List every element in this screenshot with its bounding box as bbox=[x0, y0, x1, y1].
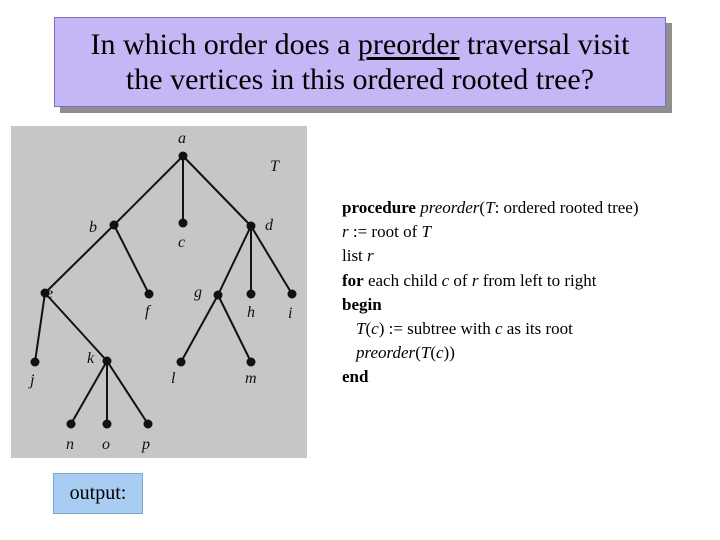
label-j: j bbox=[30, 372, 35, 389]
vertex-l bbox=[177, 358, 186, 367]
proc-line-4: for each child c of r from left to right bbox=[342, 270, 597, 290]
title-line-2: the vertices in this ordered rooted tree? bbox=[125, 63, 595, 96]
vertex-j bbox=[31, 358, 40, 367]
proc-line-1: procedure preorder(T: ordered rooted tree) bbox=[342, 198, 639, 217]
vertex-f bbox=[145, 290, 154, 299]
vertex-d bbox=[247, 222, 256, 231]
label-p: p bbox=[142, 436, 150, 453]
output-box bbox=[53, 473, 143, 514]
label-o: o bbox=[102, 436, 110, 453]
vertex-h bbox=[247, 290, 256, 299]
label-g: g bbox=[194, 284, 202, 301]
proc-line-6: T(c) := subtree with c as its root bbox=[356, 319, 573, 339]
title-box bbox=[54, 17, 666, 107]
edge-b-f bbox=[114, 225, 149, 294]
vertex-a bbox=[179, 152, 188, 161]
tree-diagram bbox=[11, 126, 307, 458]
vertex-g bbox=[214, 291, 223, 300]
vertex-m bbox=[247, 358, 256, 367]
edge-e-k bbox=[45, 293, 107, 361]
label-l: l bbox=[171, 370, 176, 387]
tree-svg bbox=[11, 126, 307, 458]
label-f: f bbox=[145, 303, 150, 320]
vertex-c bbox=[179, 219, 188, 228]
vertex-k bbox=[103, 357, 112, 366]
tree-label-T: T bbox=[270, 158, 279, 175]
edge-k-p bbox=[107, 361, 148, 424]
edge-k-n bbox=[71, 361, 107, 424]
label-m: m bbox=[245, 370, 257, 387]
title-line-1: In which order does a preorder traversal visit bbox=[90, 28, 630, 61]
vertex-i bbox=[288, 290, 297, 299]
title-emphasis-preorder: preorder bbox=[357, 28, 460, 61]
edge-a-b bbox=[114, 156, 183, 225]
output-label: output: bbox=[69, 482, 127, 504]
vertex-b bbox=[110, 221, 119, 230]
label-e: e bbox=[46, 285, 54, 302]
proc-line-8: end bbox=[342, 367, 369, 387]
proc-line-5: begin bbox=[342, 294, 382, 314]
edge-d-i bbox=[251, 226, 292, 294]
vertex-n bbox=[67, 420, 76, 429]
tree-vertices bbox=[31, 152, 297, 429]
proc-line-7: preorder(T(c)) bbox=[356, 343, 455, 363]
label-b: b bbox=[89, 219, 97, 236]
proc-line-2: r := root of T bbox=[342, 222, 431, 242]
edge-g-l bbox=[181, 295, 218, 362]
label-i: i bbox=[288, 305, 293, 322]
edge-d-g bbox=[218, 226, 251, 295]
edge-e-j bbox=[35, 293, 45, 362]
label-d: d bbox=[265, 217, 273, 234]
label-a: a bbox=[178, 130, 186, 147]
vertex-p bbox=[144, 420, 153, 429]
label-k: k bbox=[87, 350, 95, 367]
label-n: n bbox=[66, 436, 74, 453]
label-c: c bbox=[178, 234, 186, 251]
proc-line-3: list r bbox=[342, 246, 374, 266]
edge-a-d bbox=[183, 156, 251, 226]
procedure-text bbox=[342, 196, 712, 390]
label-h: h bbox=[247, 304, 255, 321]
edge-b-e bbox=[45, 225, 114, 293]
vertex-o bbox=[103, 420, 112, 429]
